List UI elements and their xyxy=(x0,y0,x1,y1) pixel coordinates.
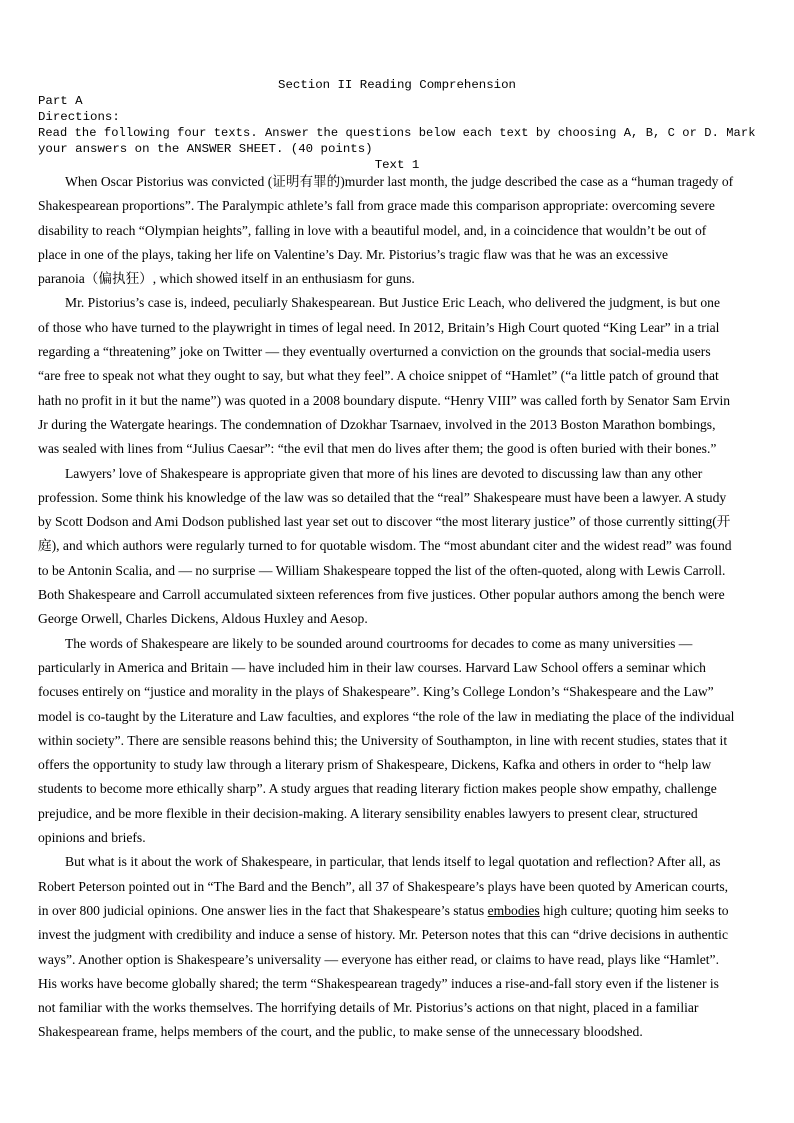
line: When Oscar Pistorius was convicted (证明有罪的)murder last month, the judge described the case as a “human tragedy of xyxy=(65,174,734,189)
line: ways”. Another option is Shakespeare’s universality — everyone has either read, or claims to have read, plays like “Hamlet”. xyxy=(38,951,719,967)
line-segment: in over 800 judicial opinions. One answer lies in the fact that Shakespeare’s status xyxy=(38,902,488,918)
part-label: Part A xyxy=(38,94,83,108)
line: But what is it about the work of Shakespeare, in particular, that lends itself to legal quotation and reflection? After all, as xyxy=(65,854,721,870)
line: invest the judgment with credibility and induce a sense of history. Mr. Peterson notes that this can “drive decisions in authentic xyxy=(38,927,728,943)
line: model is co-taught by the Literature and Law faculties, and explores “the role of the law in mediating the place of the individual xyxy=(38,708,735,724)
line: by Scott Dodson and Ami Dodson published last year set out to discover “the most literary justice” of those currently sitting(开 xyxy=(38,514,731,530)
line: George Orwell, Charles Dickens, Aldous Huxley and Aesop. xyxy=(38,611,368,627)
line: Shakespearean frame, helps members of the court, and the public, to make sense of the unnecessary bloodshed. xyxy=(38,1024,643,1040)
paragraph-2 xyxy=(38,291,756,461)
line-segment: high culture; quoting him seeks to xyxy=(539,902,729,918)
line: “are free to speak not what they ought to say, but what they feel”. A choice snippet of “Hamlet” (“a little patch of ground that xyxy=(38,368,719,384)
underlined-word: embodies xyxy=(487,902,540,918)
line: 庭), and which authors were regularly turned to for quotable wisdom. The “most abundant citer and the widest read” was found xyxy=(38,538,732,554)
line: Shakespearean proportions”. The Paralympic athlete’s fall from grace made this comparison appropriate: overcoming severe xyxy=(38,198,715,214)
line: disability to reach “Olympian heights”, falling in love with a beautiful model, and, in a coincidence that wouldn’t be out of xyxy=(38,222,707,238)
line xyxy=(38,899,756,923)
line: to be Antonin Scalia, and — no surprise — William Shakespeare topped the list of the often-quoted, along with Lewis Carroll. xyxy=(38,562,726,578)
directions-text-line-2: your answers on the ANSWER SHEET. (40 points) xyxy=(38,142,373,156)
line: within society”. There are sensible reasons behind this; the University of Southampton, in line with recent studies, states that it xyxy=(38,732,728,748)
line: opinions and briefs. xyxy=(38,830,146,846)
line: Robert Peterson pointed out in “The Bard and the Bench”, all 37 of Shakespeare’s plays have been quoted by American courts, xyxy=(38,878,729,894)
line: not familiar with the works themselves. The horrifying details of Mr. Pistorius’s actions on that night, placed in a familiar xyxy=(38,1000,699,1016)
section-title: Section II Reading Comprehension xyxy=(278,78,516,92)
line: His works have become globally shared; the term “Shakespearean tragedy” induces a rise-and-fall story even if the listener is xyxy=(38,975,719,991)
text-label: Text 1 xyxy=(374,158,420,172)
line: The words of Shakespeare are likely to be sounded around courtrooms for decades to come as many universities — xyxy=(65,635,693,651)
paragraph-1 xyxy=(38,170,756,291)
directions-label: Directions: xyxy=(38,110,120,124)
paragraph-5 xyxy=(38,850,756,1044)
line: students to become more ethically sharp”. A study argues that reading literary fiction makes people show empathy, challenge xyxy=(38,781,717,797)
paragraph-3 xyxy=(38,462,756,632)
line: Mr. Pistorius’s case is, indeed, peculiarly Shakespearean. But Justice Eric Leach, who delivered the judgment, is but one xyxy=(65,295,720,311)
line: Jr during the Watergate hearings. The condemnation of Dzokhar Tsarnaev, involved in the 2013 Boston Marathon bombings, xyxy=(38,416,716,432)
line: Lawyers’ love of Shakespeare is appropriate given that more of his lines are devoted to discussing law than any other xyxy=(65,465,703,481)
line: paranoia（偏执狂）, which showed itself in an enthusiasm for guns. xyxy=(38,271,415,287)
line: profession. Some think his knowledge of the law was so detailed that the “real” Shakespeare must have been a lawyer. A study xyxy=(38,489,727,505)
passage-body xyxy=(38,170,756,1045)
paragraph-4 xyxy=(38,632,756,851)
directions-text-line-1: Read the following four texts. Answer the questions below each text by choosing A, B, C or D. Mark xyxy=(38,126,756,140)
line: particularly in America and Britain — have included him in their law courses. Harvard Law School offers a seminar which xyxy=(38,659,706,675)
line: place in one of the plays, taking her life on Valentine’s Day. Mr. Pistorius’s tragic flaw was that he was an excessive xyxy=(38,246,669,262)
line: offers the opportunity to study law through a literary prism of Shakespeare, Dickens, Kafka and others in order to “help law xyxy=(38,757,712,773)
line: prejudice, and be more flexible in their decision-making. A literary sensibility enables lawyers to present clear, structured xyxy=(38,805,698,821)
line: Both Shakespeare and Carroll accumulated sixteen references from five justices. Other popular authors among the bench were xyxy=(38,587,725,603)
line: of those who have turned to the playwright in times of legal need. In 2012, Britain’s High Court quoted “King Lear” in a trial xyxy=(38,319,720,335)
line: was sealed with lines from “Julius Caesar”: “the evil that men do lives after them; the good is often buried with their bones.” xyxy=(38,441,717,457)
line: regarding a “threatening” joke on Twitter — they eventually overturned a conviction on the grounds that social-media users xyxy=(38,344,711,360)
line: hath no profit in it but the name”) was quoted in a 2008 boundary dispute. “Henry VIII” was called forth by Senator Sam Ervin xyxy=(38,392,731,408)
line: focuses entirely on “justice and morality in the plays of Shakespeare”. King’s College London’s “Shakespeare and the Law” xyxy=(38,684,714,700)
